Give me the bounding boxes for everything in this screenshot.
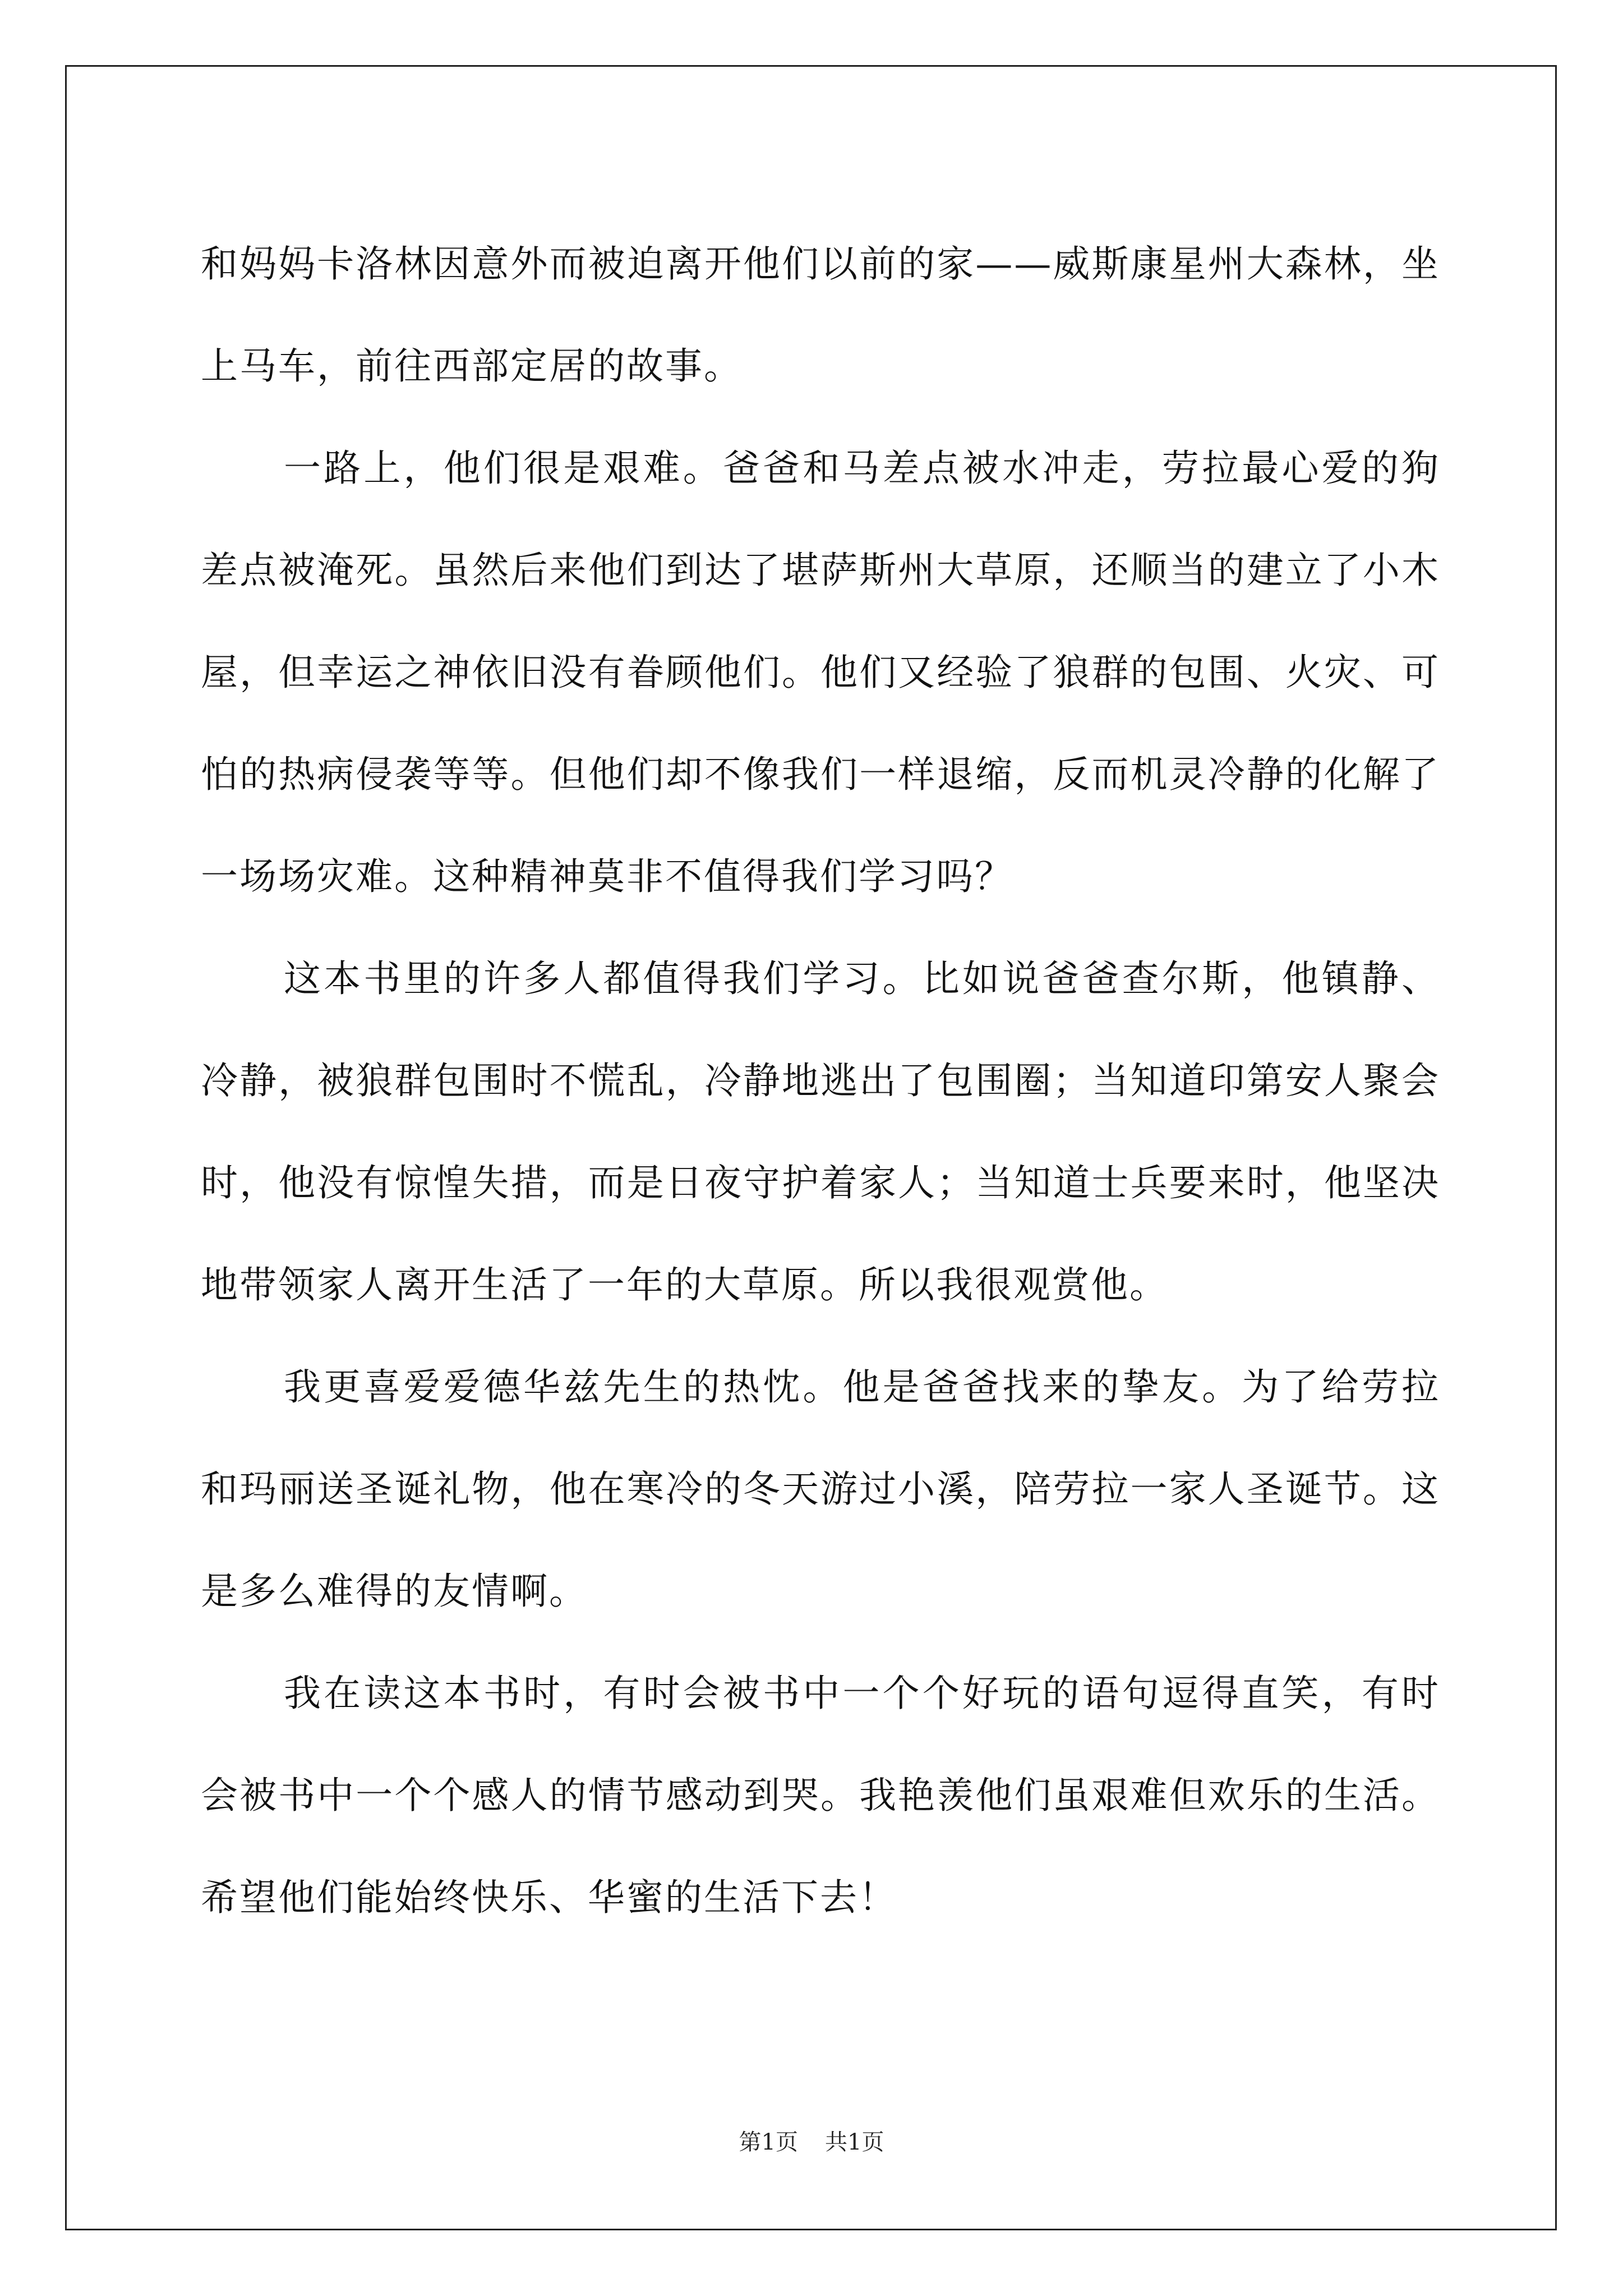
document-body [201,213,1440,1949]
paragraph-5: 我在读这本书时，有时会被书中一个个好玩的语句逗得直笑，有时会被书中一个个感人的情节感动到哭。我艳羡他们虽艰难但欢乐的生活。希望他们能始终快乐、华蜜的生活下去！ [201,1672,1440,1919]
paragraph-1: 和妈妈卡洛林因意外而被迫离开他们以前的家——威斯康星州大森林，坐上马车，前往西部定居的故事。 [201,242,1440,388]
page-number-total: 共1页 [825,2129,884,2155]
paragraph-4: 我更喜爱爱德华兹先生的热忱。他是爸爸找来的挚友。为了给劳拉和玛丽送圣诞礼物，他在寒冷的冬天游过小溪，陪劳拉一家人圣诞节。这是多么难得的友情啊。 [201,1365,1440,1613]
paragraph-2: 一路上，他们很是艰难。爸爸和马差点被水冲走，劳拉最心爱的狗差点被淹死。虽然后来他们到达了堪萨斯州大草原，还顺当的建立了小木屋，但幸运之神依旧没有眷顾他们。他们又经验了狼群的包围、火灾、可怕的热病侵袭等等。但他们却不像我们一样退缩，反而机灵冷静的化解了一场场灾难。这种精神莫非不值得我们学习吗？ [201,447,1440,898]
page-number-current: 第1页 [739,2129,798,2155]
page-footer [0,2129,1623,2156]
paragraph-3: 这本书里的许多人都值得我们学习。比如说爸爸查尔斯，他镇静、冷静，被狼群包围时不慌乱，冷静地逃出了包围圈；当知道印第安人聚会时，他没有惊惶失措，而是日夜守护着家人；当知道士兵要来时，他坚决地带领家人离开生活了一年的大草原。所以我很观赏他。 [201,957,1440,1306]
